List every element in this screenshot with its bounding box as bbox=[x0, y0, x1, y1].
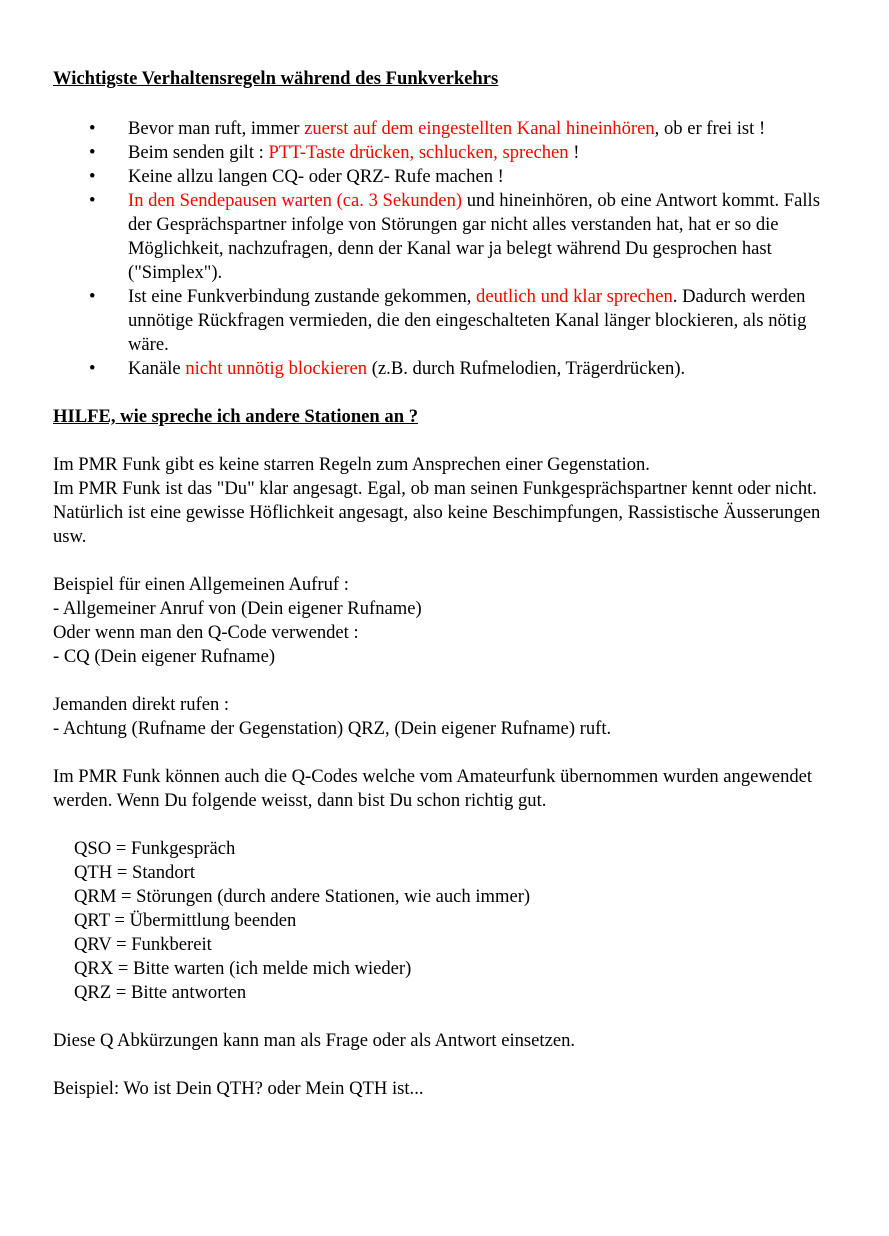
qcode-list bbox=[53, 837, 823, 1005]
list-item: • Ist eine Funkverbindung zustande gekommen, deutlich und klar sprechen. Dadurch werden unnötige Rückfragen vermieden, die den eingeschalteten Kanal länger blockieren, als nötig wäre. bbox=[89, 286, 807, 355]
section-title-rules: Wichtigste Verhaltensregeln während des Funkverkehrs bbox=[53, 68, 499, 89]
document-page bbox=[53, 67, 823, 1101]
list-item: • Keine allzu langen CQ- oder QRZ- Rufe machen ! bbox=[89, 166, 504, 187]
list-item: QTH = Standort bbox=[74, 862, 196, 883]
list-item: QRZ = Bitte antworten bbox=[74, 982, 247, 1003]
section-title-help: HILFE, wie spreche ich andere Stationen an ? bbox=[53, 406, 419, 427]
paragraph-example-qth: Beispiel: Wo ist Dein QTH? oder Mein QTH ist... bbox=[53, 1078, 424, 1099]
paragraph-example-call: Beispiel für einen Allgemeinen Aufruf : - Allgemeiner Anruf von (Dein eigener Rufname) Oder wenn man den Q-Code verwendet : - CQ (Dein eigener Rufname) bbox=[53, 574, 422, 667]
paragraph-intro: Im PMR Funk gibt es keine starren Regeln zum Ansprechen einer Gegenstation. Im PMR Funk ist das "Du" klar angesagt. Egal, ob man seinen Funkgesprächspartner kennt oder nicht. Natürlich ist eine gewisse Höflichkeit angesagt, also keine Beschimpfungen, Rassistische Äusserungen usw. bbox=[53, 454, 821, 547]
list-item: QRM = Störungen (durch andere Stationen, wie auch immer) bbox=[74, 886, 531, 907]
bullet-icon: • bbox=[89, 142, 96, 163]
list-item: QRT = Übermittlung beenden bbox=[74, 910, 297, 931]
list-item: • Beim senden gilt : PTT-Taste drücken, schlucken, sprechen ! bbox=[89, 142, 580, 163]
list-item: QRX = Bitte warten (ich melde mich wieder) bbox=[74, 958, 412, 979]
list-item: QSO = Funkgespräch bbox=[74, 838, 236, 859]
list-item: • Kanäle nicht unnötig blockieren (z.B. durch Rufmelodien, Trägerdrücken). bbox=[89, 358, 686, 379]
paragraph-q-usage: Diese Q Abkürzungen kann man als Frage oder als Antwort einsetzen. bbox=[53, 1030, 576, 1051]
paragraph-qcodes-intro: Im PMR Funk können auch die Q-Codes welche vom Amateurfunk übernommen wurden angewendet werden. Wenn Du folgende weisst, dann bist Du schon richtig gut. bbox=[53, 766, 813, 811]
rules-list bbox=[53, 117, 823, 381]
list-item: • Bevor man ruft, immer zuerst auf dem eingestellten Kanal hineinhören, ob er frei ist ! bbox=[89, 118, 766, 139]
bullet-icon: • bbox=[89, 190, 96, 211]
bullet-icon: • bbox=[89, 286, 96, 307]
bullet-icon: • bbox=[89, 118, 96, 139]
list-item: • In den Sendepausen warten (ca. 3 Sekunden) und hineinhören, ob eine Antwort kommt. Falls der Gesprächspartner infolge von Störungen gar nicht alles verstanden hat, hat er so die Möglichkeit, nachzufragen, denn der Kanal war ja belegt während Du gesprochen hast ("Simplex"). bbox=[89, 190, 820, 283]
bullet-icon: • bbox=[89, 166, 96, 187]
bullet-icon: • bbox=[89, 358, 96, 379]
paragraph-direct-call: Jemanden direkt rufen : - Achtung (Rufname der Gegenstation) QRZ, (Dein eigener Rufname) ruft. bbox=[53, 694, 612, 739]
list-item: QRV = Funkbereit bbox=[74, 934, 212, 955]
